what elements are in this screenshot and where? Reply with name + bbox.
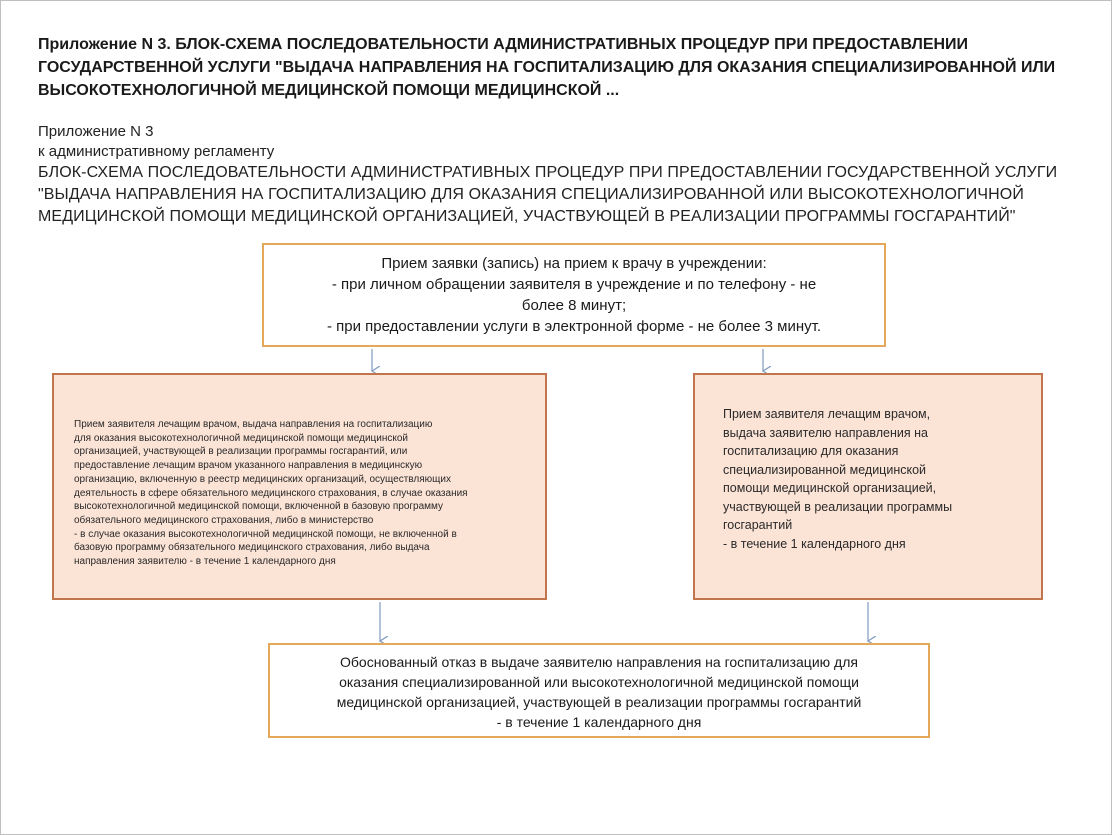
left-box-line: направления заявителю - в течение 1 календарного дня	[74, 556, 336, 568]
bottom-box-line: Обоснованный отказ в выдаче заявителю направления на госпитализацию для	[340, 654, 858, 670]
bottom-box-line: медицинской организацией, участвующей в реализации программы госгарантий	[336, 694, 862, 710]
step-high-tech-referral	[52, 373, 547, 600]
bottom-box-line: оказания специализированной или высокотехнологичной медицинской помощи	[339, 674, 859, 690]
top-box-line: Прием заявки (запись) на прием к врачу в учреждении:	[381, 255, 767, 272]
schema-title-line-3: МЕДИЦИНСКОЙ ПОМОЩИ МЕДИЦИНСКОЙ ОРГАНИЗАЦИЕЙ, УЧАСТВУЮЩЕЙ В РЕАЛИЗАЦИИ ПРОГРАММЫ ГОСГАРАНТИЙ"	[38, 208, 1016, 225]
left-box-line: обязательного медицинского страхования, либо в министерство	[74, 514, 374, 526]
page-title: Приложение N 3. БЛОК-СХЕМА ПОСЛЕДОВАТЕЛЬНОСТИ АДМИНИСТРАТИВНЫХ ПРОЦЕДУР ПРИ ПРЕДОСТАВЛЕНИИ ГОСУДАРСТВЕННОЙ УСЛУГИ "ВЫДАЧА НАПРАВЛЕНИЯ НА ГОСПИТАЛИЗАЦИЮ ДЛЯ ОКАЗАНИЯ СПЕЦИАЛИЗИРОВАННОЙ ИЛИ ВЫСОКОТЕХНОЛОГИЧНОЙ МЕДИЦИНСКОЙ ПОМОЩИ МЕДИЦИНСКОЙ ...	[38, 36, 1056, 99]
step-justified-refusal	[268, 643, 930, 738]
left-box-line: высокотехнологичной медицинской помощи, включенной в базовую программу	[74, 501, 444, 513]
schema-title-line-1: БЛОК-СХЕМА ПОСЛЕДОВАТЕЛЬНОСТИ АДМИНИСТРАТИВНЫХ ПРОЦЕДУР ПРИ ПРЕДОСТАВЛЕНИИ ГОСУДАРСТВЕННОЙ УСЛУГИ	[38, 164, 1058, 181]
left-box-line: предоставление лечащим врачом указанного направления в медицинскую	[74, 460, 423, 472]
right-box-line: госгарантий	[723, 518, 793, 532]
left-box-line: - в случае оказания высокотехнологичной медицинской помощи, не включенной в	[74, 528, 457, 540]
regulation-label: к административному регламенту	[38, 143, 275, 160]
right-box-line: госпитализацию для оказания	[723, 444, 899, 458]
right-box-line: выдача заявителю направления на	[723, 425, 928, 440]
top-box-line: более 8 минут;	[521, 297, 627, 314]
left-box-line: для оказания высокотехнологичной медицинской помощи медицинской	[74, 432, 408, 444]
top-box-line: - при личном обращении заявителя в учреждение и по телефону - не	[331, 276, 817, 293]
step-specialized-referral	[693, 373, 1043, 600]
left-box-line: организацию, включенную в реестр медицинских организаций, осуществляющих	[74, 473, 451, 485]
right-box-line: - в течение 1 календарного дня	[723, 536, 906, 551]
top-box-line: - при предоставлении услуги в электронной форме - не более 3 минут.	[327, 318, 821, 335]
left-box-line: организацией, участвующей в реализации программы госгарантий, или	[74, 446, 408, 458]
schema-title-line-2: "ВЫДАЧА НАПРАВЛЕНИЯ НА ГОСПИТАЛИЗАЦИЮ ДЛЯ ОКАЗАНИЯ СПЕЦИАЛИЗИРОВАННОЙ ИЛИ ВЫСОКОТЕХНОЛОГИЧНОЙ	[38, 186, 1024, 203]
left-box-line: базовую программу обязательного медицинского страхования, либо выдача	[74, 542, 430, 554]
left-box-line: Прием заявителя лечащим врачом, выдача направления на госпитализацию	[74, 419, 433, 430]
step-application-intake	[262, 243, 886, 347]
left-box-line: деятельность в сфере обязательного медицинского страхования, в случае оказания	[74, 487, 468, 499]
appendix-label: Приложение N 3	[38, 123, 154, 140]
bottom-box-line: - в течение 1 календарного дня	[496, 714, 702, 730]
right-box-line: участвующей в реализации программы	[723, 499, 953, 514]
right-box-line: Прием заявителя лечащим врачом,	[723, 407, 931, 421]
right-box-line: помощи медицинской организацией,	[723, 481, 937, 495]
right-box-line: специализированной медицинской	[723, 462, 927, 477]
